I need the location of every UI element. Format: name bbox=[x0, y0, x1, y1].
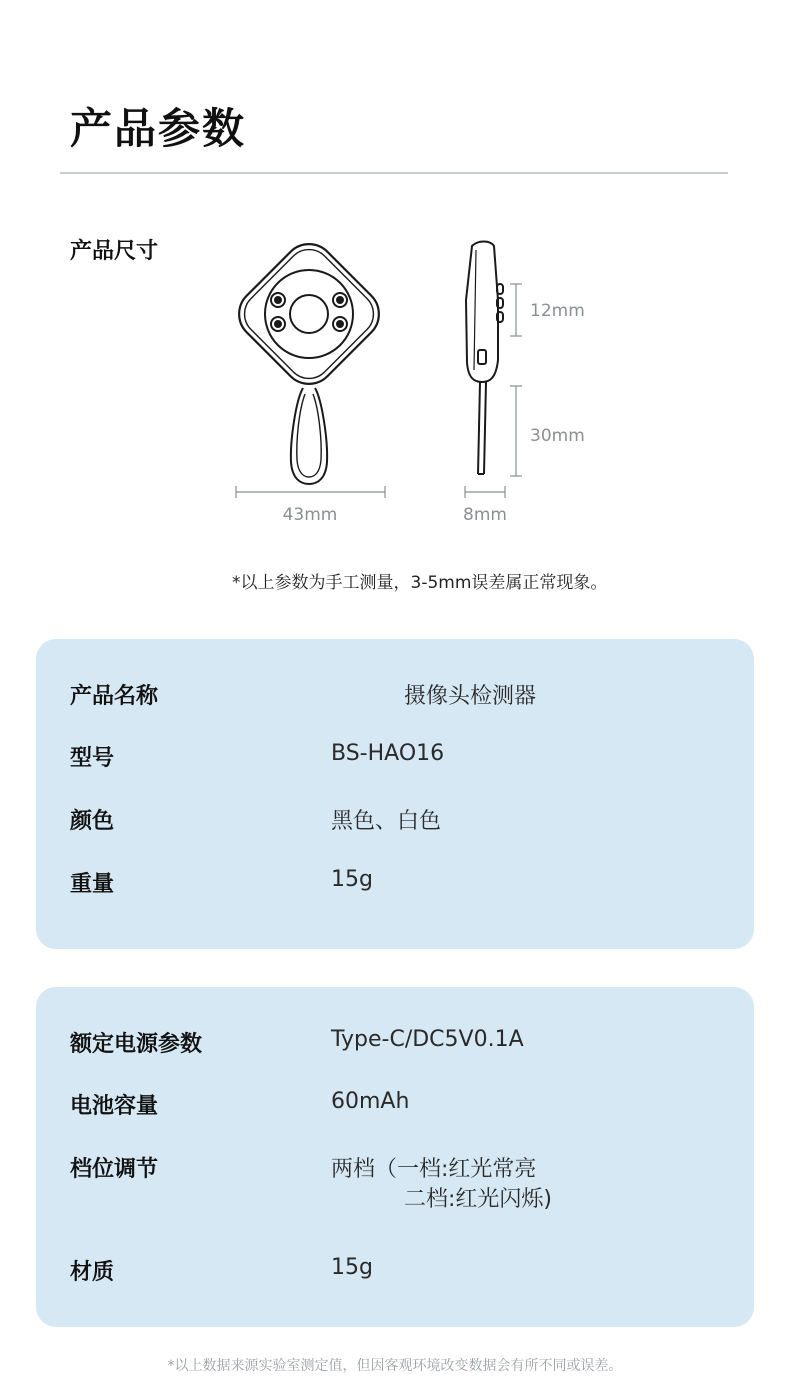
spec-value: 黑色、白色 bbox=[331, 809, 442, 834]
spec-key: 材质 bbox=[70, 1260, 115, 1285]
device-dimension-diagram bbox=[0, 0, 790, 600]
device-front-view bbox=[228, 233, 389, 484]
size-section-label: 产品尺寸 bbox=[70, 239, 159, 264]
spec-value: 60mAh bbox=[331, 1089, 410, 1114]
spec-key: 档位调节 bbox=[70, 1157, 159, 1182]
spec-key: 产品名称 bbox=[70, 684, 159, 709]
thickness-dimension-label: 8mm bbox=[463, 505, 507, 525]
data-source-note: *以上数据来源实验室测定值，但因客观环境改变数据会有所不同或误差。 bbox=[167, 1358, 623, 1374]
spec-key: 颜色 bbox=[70, 809, 115, 834]
width-dimension-label: 43mm bbox=[282, 505, 338, 525]
spec-key: 电池容量 bbox=[70, 1094, 159, 1119]
spec-key: 额定电源参数 bbox=[70, 1032, 203, 1057]
spec-value: Type-C/DC5V0.1A bbox=[331, 1027, 524, 1052]
basic-specs-panel bbox=[36, 639, 754, 949]
spec-value-line2: 二档:红光闪烁) bbox=[404, 1187, 552, 1212]
spec-key: 重量 bbox=[70, 872, 115, 897]
device-side-view bbox=[466, 242, 503, 475]
spec-value: 15g bbox=[331, 1255, 373, 1280]
measurement-note: *以上参数为手工测量，3-5mm误差属正常现象。 bbox=[232, 573, 608, 593]
spec-value: BS-HAO16 bbox=[331, 741, 445, 766]
button-height-dimension-label: 12mm bbox=[530, 301, 585, 321]
page-title: 产品参数 bbox=[70, 104, 247, 153]
spec-key: 型号 bbox=[70, 746, 115, 771]
spec-value: 15g bbox=[331, 867, 373, 892]
spec-value: 两档（一档:红光常亮 bbox=[331, 1157, 537, 1182]
lanyard-length-dimension-label: 30mm bbox=[530, 426, 585, 446]
spec-value: 摄像头检测器 bbox=[404, 684, 537, 709]
power-specs-panel bbox=[36, 987, 754, 1327]
